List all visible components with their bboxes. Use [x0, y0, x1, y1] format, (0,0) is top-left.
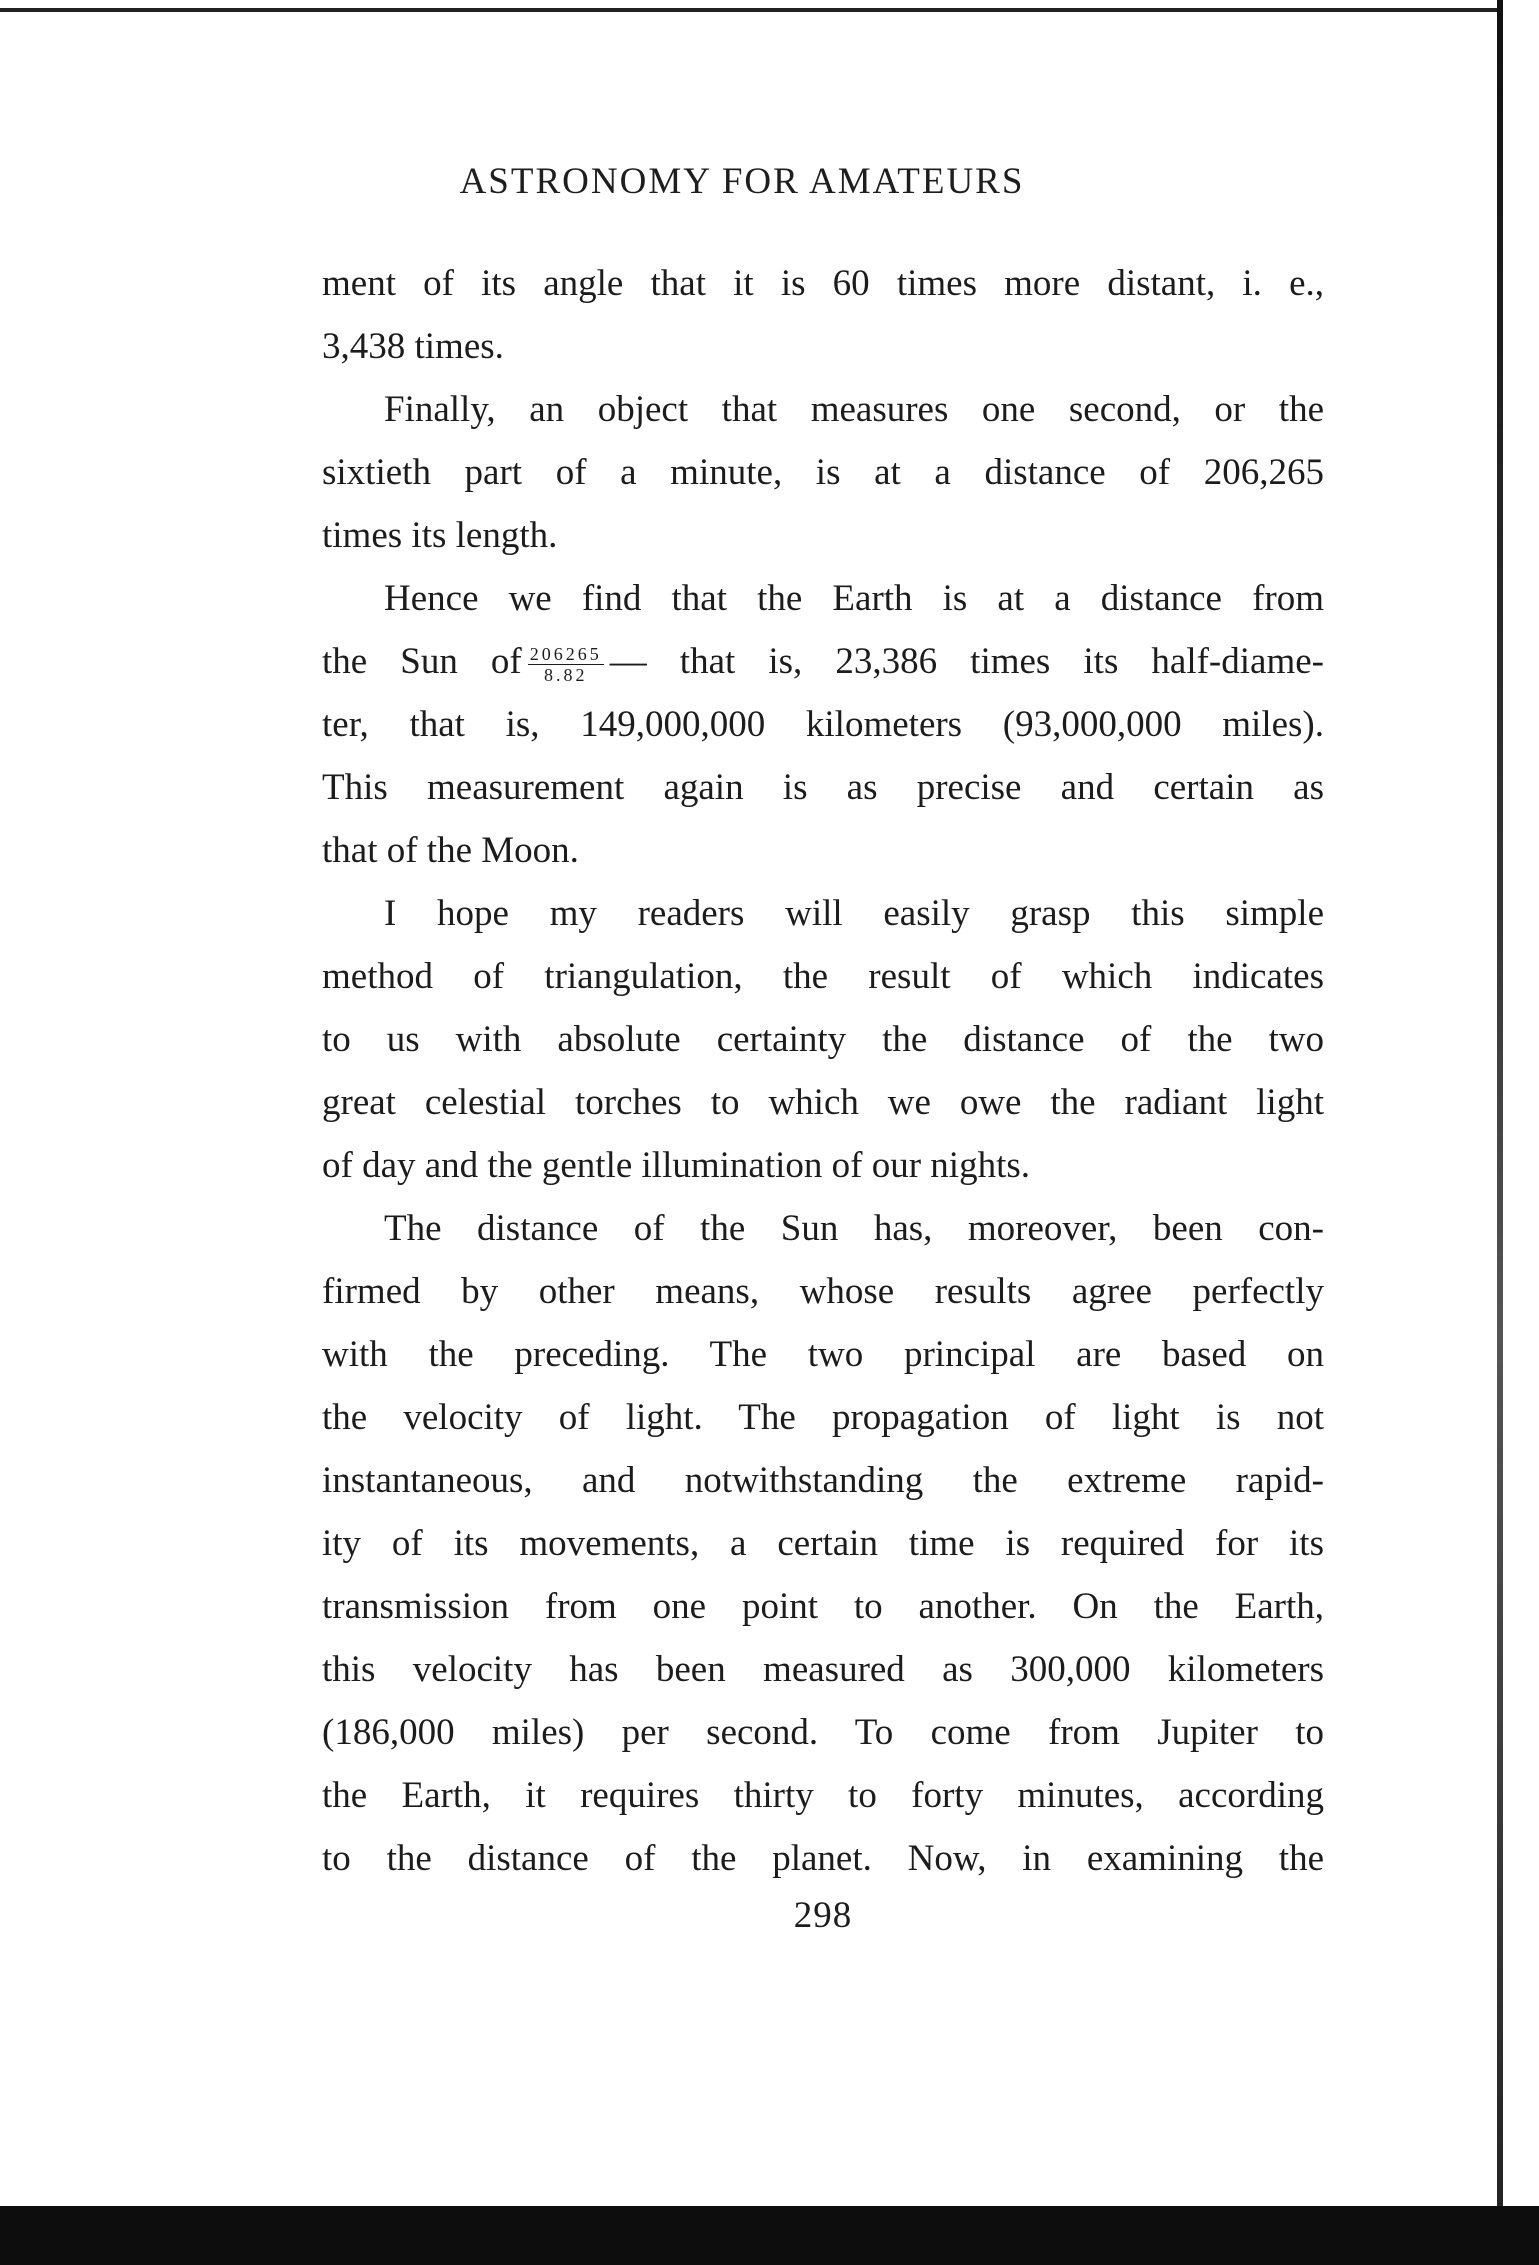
- text-line: sixtieth part of a minute, is at a distance of 206,265: [322, 452, 1324, 493]
- fraction: [528, 644, 604, 685]
- fraction-numerator: 206265: [529, 644, 602, 665]
- text-line: ment of its angle that it is 60 times more distant, i. e.,: [322, 263, 1324, 304]
- text-line: this velocity has been measured as 300,000 kilometers: [322, 1649, 1324, 1690]
- text-line: to the distance of the planet. Now, in examining the: [322, 1838, 1324, 1879]
- body-text: [322, 252, 1324, 1890]
- page-frame-right-edge: [1497, 0, 1503, 2225]
- text-line: (186,000 miles) per second. To come from Jupiter to: [322, 1712, 1324, 1753]
- text-line: I hope my readers will easily grasp this simple: [384, 893, 1324, 934]
- page-frame-bottom-edge: [0, 2206, 1539, 2265]
- fraction-line-before: the Sun of: [322, 641, 522, 682]
- text-line: method of triangulation, the result of which indicates: [322, 956, 1324, 997]
- text-line: instantaneous, and notwithstanding the extreme rapid-: [322, 1460, 1324, 1501]
- text-line: the Earth, it requires thirty to forty minutes, according: [322, 1775, 1324, 1816]
- text-line: great celestial torches to which we owe the radiant light: [322, 1082, 1324, 1123]
- text-line: firmed by other means, whose results agree perfectly: [322, 1271, 1324, 1312]
- text-line: times its length.: [322, 515, 558, 556]
- text-line: Hence we find that the Earth is at a distance from: [384, 578, 1324, 619]
- text-line: transmission from one point to another. On the Earth,: [322, 1586, 1324, 1627]
- text-line: that of the Moon.: [322, 830, 579, 871]
- fraction-denominator: 8.82: [543, 665, 588, 686]
- text-line: [322, 630, 1324, 693]
- text-line: with the preceding. The two principal are based on: [322, 1334, 1324, 1375]
- text-line: 3,438 times.: [322, 326, 504, 367]
- text-line: This measurement again is as precise and certain as: [322, 767, 1324, 808]
- fraction-line-after: — that is, 23,386 times its half-diame-: [609, 641, 1324, 682]
- text-line: ity of its movements, a certain time is required for its: [322, 1523, 1324, 1564]
- text-line: of day and the gentle illumination of our nights.: [322, 1145, 1031, 1186]
- page-number: 298: [793, 1895, 853, 1936]
- running-head: ASTRONOMY FOR AMATEURS: [459, 161, 1025, 202]
- text-line: Finally, an object that measures one second, or the: [384, 389, 1324, 430]
- text-line: the velocity of light. The propagation of light is not: [322, 1397, 1324, 1438]
- page-frame-top-edge: [0, 8, 1500, 12]
- text-line: The distance of the Sun has, moreover, been con-: [384, 1208, 1324, 1249]
- text-line: to us with absolute certainty the distance of the two: [322, 1019, 1324, 1060]
- text-line: ter, that is, 149,000,000 kilometers (93,000,000 miles).: [322, 704, 1324, 745]
